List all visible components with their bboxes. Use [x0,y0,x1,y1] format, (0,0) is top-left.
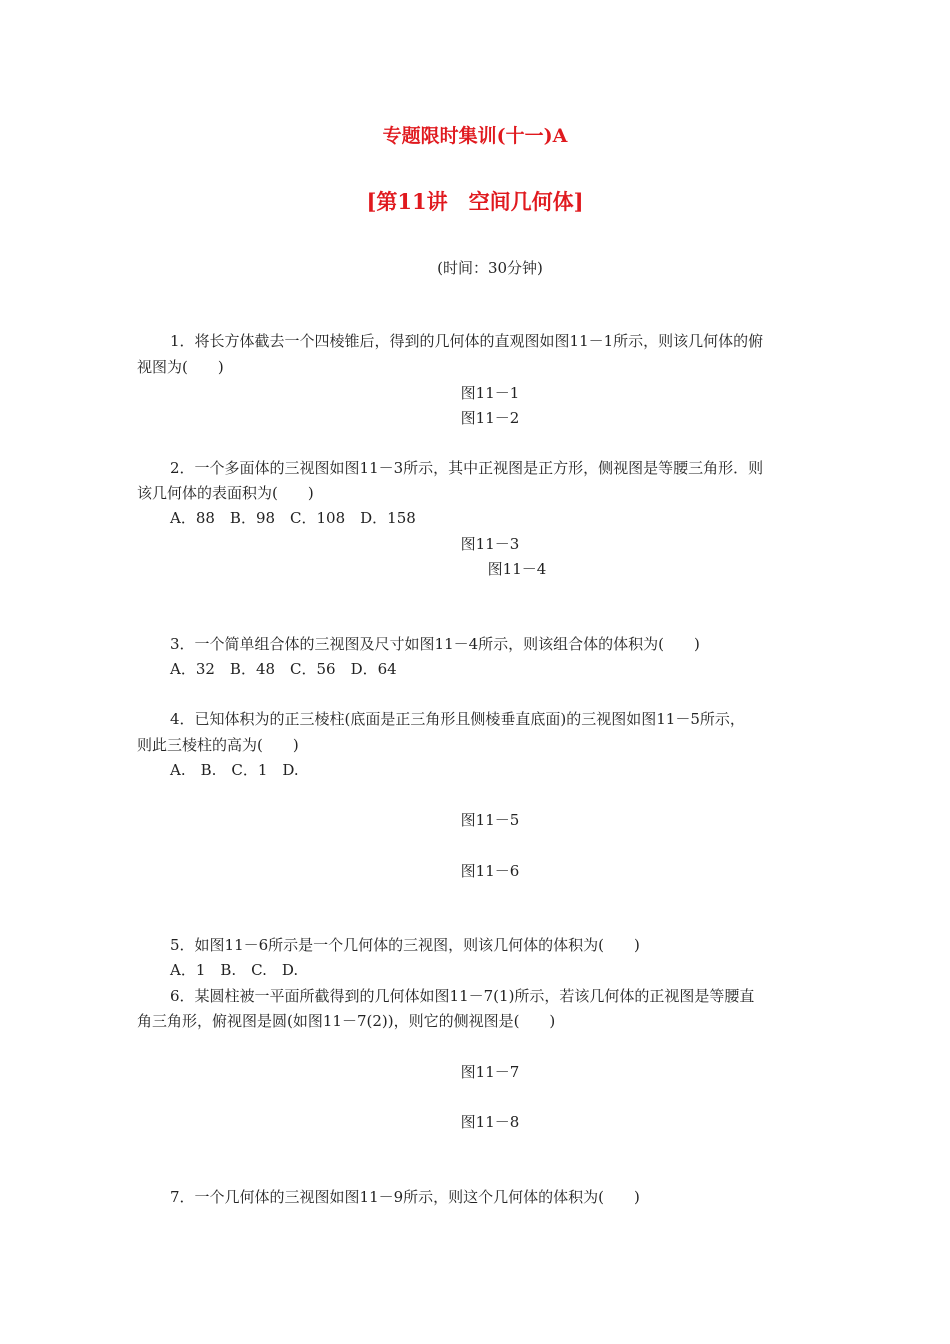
figure-caption: 图11－8 [460,1113,520,1131]
question-5-text: 5．如图11－6所示是一个几何体的三视图，则该几何体的体积为( ) [170,936,640,954]
question-3-text: 3．一个简单组合体的三视图及尺寸如图11－4所示，则该组合体的体积为( ) [170,635,700,653]
question-4-options: A. B. C．1 D. [170,761,299,779]
question-1-text: 1．将长方体截去一个四棱锥后，得到的几何体的直观图如图11－1所示，则该几何体的俯 [170,332,764,350]
question-4-text: 4．已知体积为的正三棱柱(底面是正三角形且侧棱垂直底面)的三视图如图11－5所示， [170,710,745,728]
question-2-text: 2．一个多面体的三视图如图11－3所示，其中正视图是正方形，侧视图是等腰三角形．则 [170,459,764,477]
figure-caption: 图11－2 [460,409,520,427]
question-6-text: 6．某圆柱被一平面所截得到的几何体如图11－7(1)所示，若该几何体的正视图是等腰直 [170,987,755,1005]
figure-caption: 图11－1 [460,384,520,402]
time-note: (时间：30分钟) [437,259,543,277]
question-7-text: 7．一个几何体的三视图如图11－9所示，则这个几何体的体积为( ) [170,1188,640,1206]
figure-caption: 图11－5 [460,811,520,829]
question-2-options: A．88 B．98 C．108 D．158 [170,509,416,527]
question-2-text-cont: 该几何体的表面积为( ) [137,484,314,502]
question-1-text-cont: 视图为( ) [137,358,224,376]
figure-caption: 图11－6 [460,862,520,880]
figure-caption: 图11－7 [460,1063,520,1081]
question-5-options: A．1 B. C. D. [170,961,299,979]
question-6-text-cont: 角三角形，俯视图是圆(如图11－7(2))，则它的侧视图是( ) [137,1012,556,1030]
page-subtitle: [第11讲 空间几何体] [366,189,584,214]
figure-caption: 图11－3 [460,535,520,553]
page-title: 专题限时集训(十一)A [382,125,568,147]
question-3-options: A．32 B．48 C．56 D．64 [170,660,397,678]
question-4-text-cont: 则此三棱柱的高为( ) [137,736,299,754]
figure-caption: 图11－4 [487,560,547,578]
